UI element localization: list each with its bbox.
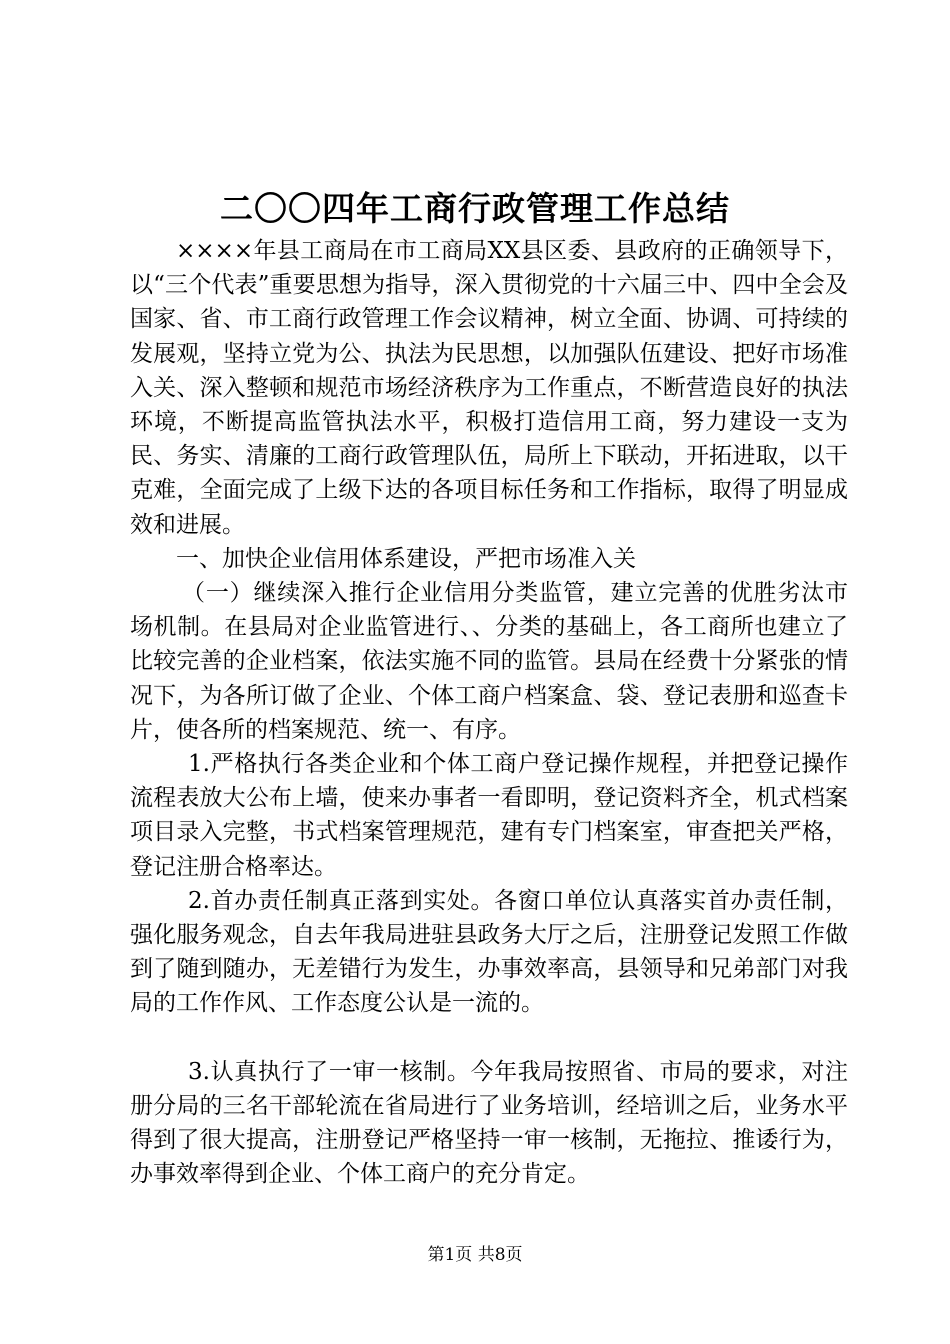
item-paragraph-2: 2.首办责任制真正落到实处。各窗口单位认真落实首办责任制，强化服务观念，自去年我局进驻县政务大厅之后，注册登记发照工作做到了随到随办，无差错行为发生，办事效率高，县领导和兄弟部门对我局的工作作风、工作态度公认是一流的。 [130, 887, 848, 1017]
paragraph-gap [130, 1021, 848, 1055]
section-heading-1: 一、加快企业信用体系建设，严把市场准入关 [176, 545, 636, 572]
subsection-paragraph-1: （一）继续深入推行企业信用分类监管，建立完善的优胜劣汰市场机制。在县局对企业监管进行、、分类的基础上，各工商所也建立了比较完善的企业档案，依法实施不同的监管。县局在经费十分紧张的情况下，为各所订做了企业、个体工商户档案盒、袋、登记表册和巡查卡片，使各所的档案规范、统一、有序。 [130, 580, 848, 743]
intro-paragraph: ××××年县工商局在市工商局XX县区委、县政府的正确领导下，以“三个代表”重要思想为指导，深入贯彻党的十六届三中、四中全会及国家、省、市工商行政管理工作会议精神，树立全面、协调、可持续的发展观，坚持立党为公、执法为民思想，以加强队伍建设、把好市场准入关、深入整顿和规范市场经济秩序为工作重点，不断营造良好的执法环境，不断提高监管执法水平，积极打造信用工商，努力建设一支为民、务实、清廉的工商行政管理队伍，局所上下联动，开拓进取，以干克难，全面完成了上级下达的各项目标任务和工作指标，取得了明显成效和进展。 [130, 238, 848, 538]
page-number-footer: 第1页 共8页 [427, 1245, 523, 1265]
document-title: 二〇〇四年工商行政管理工作总结 [220, 189, 730, 228]
item-paragraph-1: 1.严格执行各类企业和个体工商户登记操作规程，并把登记操作流程表放大公布上墙，使来办事者一看即明，登记资料齐全，机式档案项目录入完整，书式档案管理规范，建有专门档案室，审查把关严格，登记注册合格率达。 [130, 751, 848, 880]
document-body [130, 234, 848, 1191]
item-paragraph-3: 3.认真执行了一审一核制。今年我局按照省、市局的要求，对注册分局的三名干部轮流在省局进行了业务培训，经培训之后，业务水平得到了很大提高，注册登记严格坚持一审一核制，无拖拉、推诿行为，办事效率得到企业、个体工商户的充分肯定。 [130, 1058, 848, 1188]
